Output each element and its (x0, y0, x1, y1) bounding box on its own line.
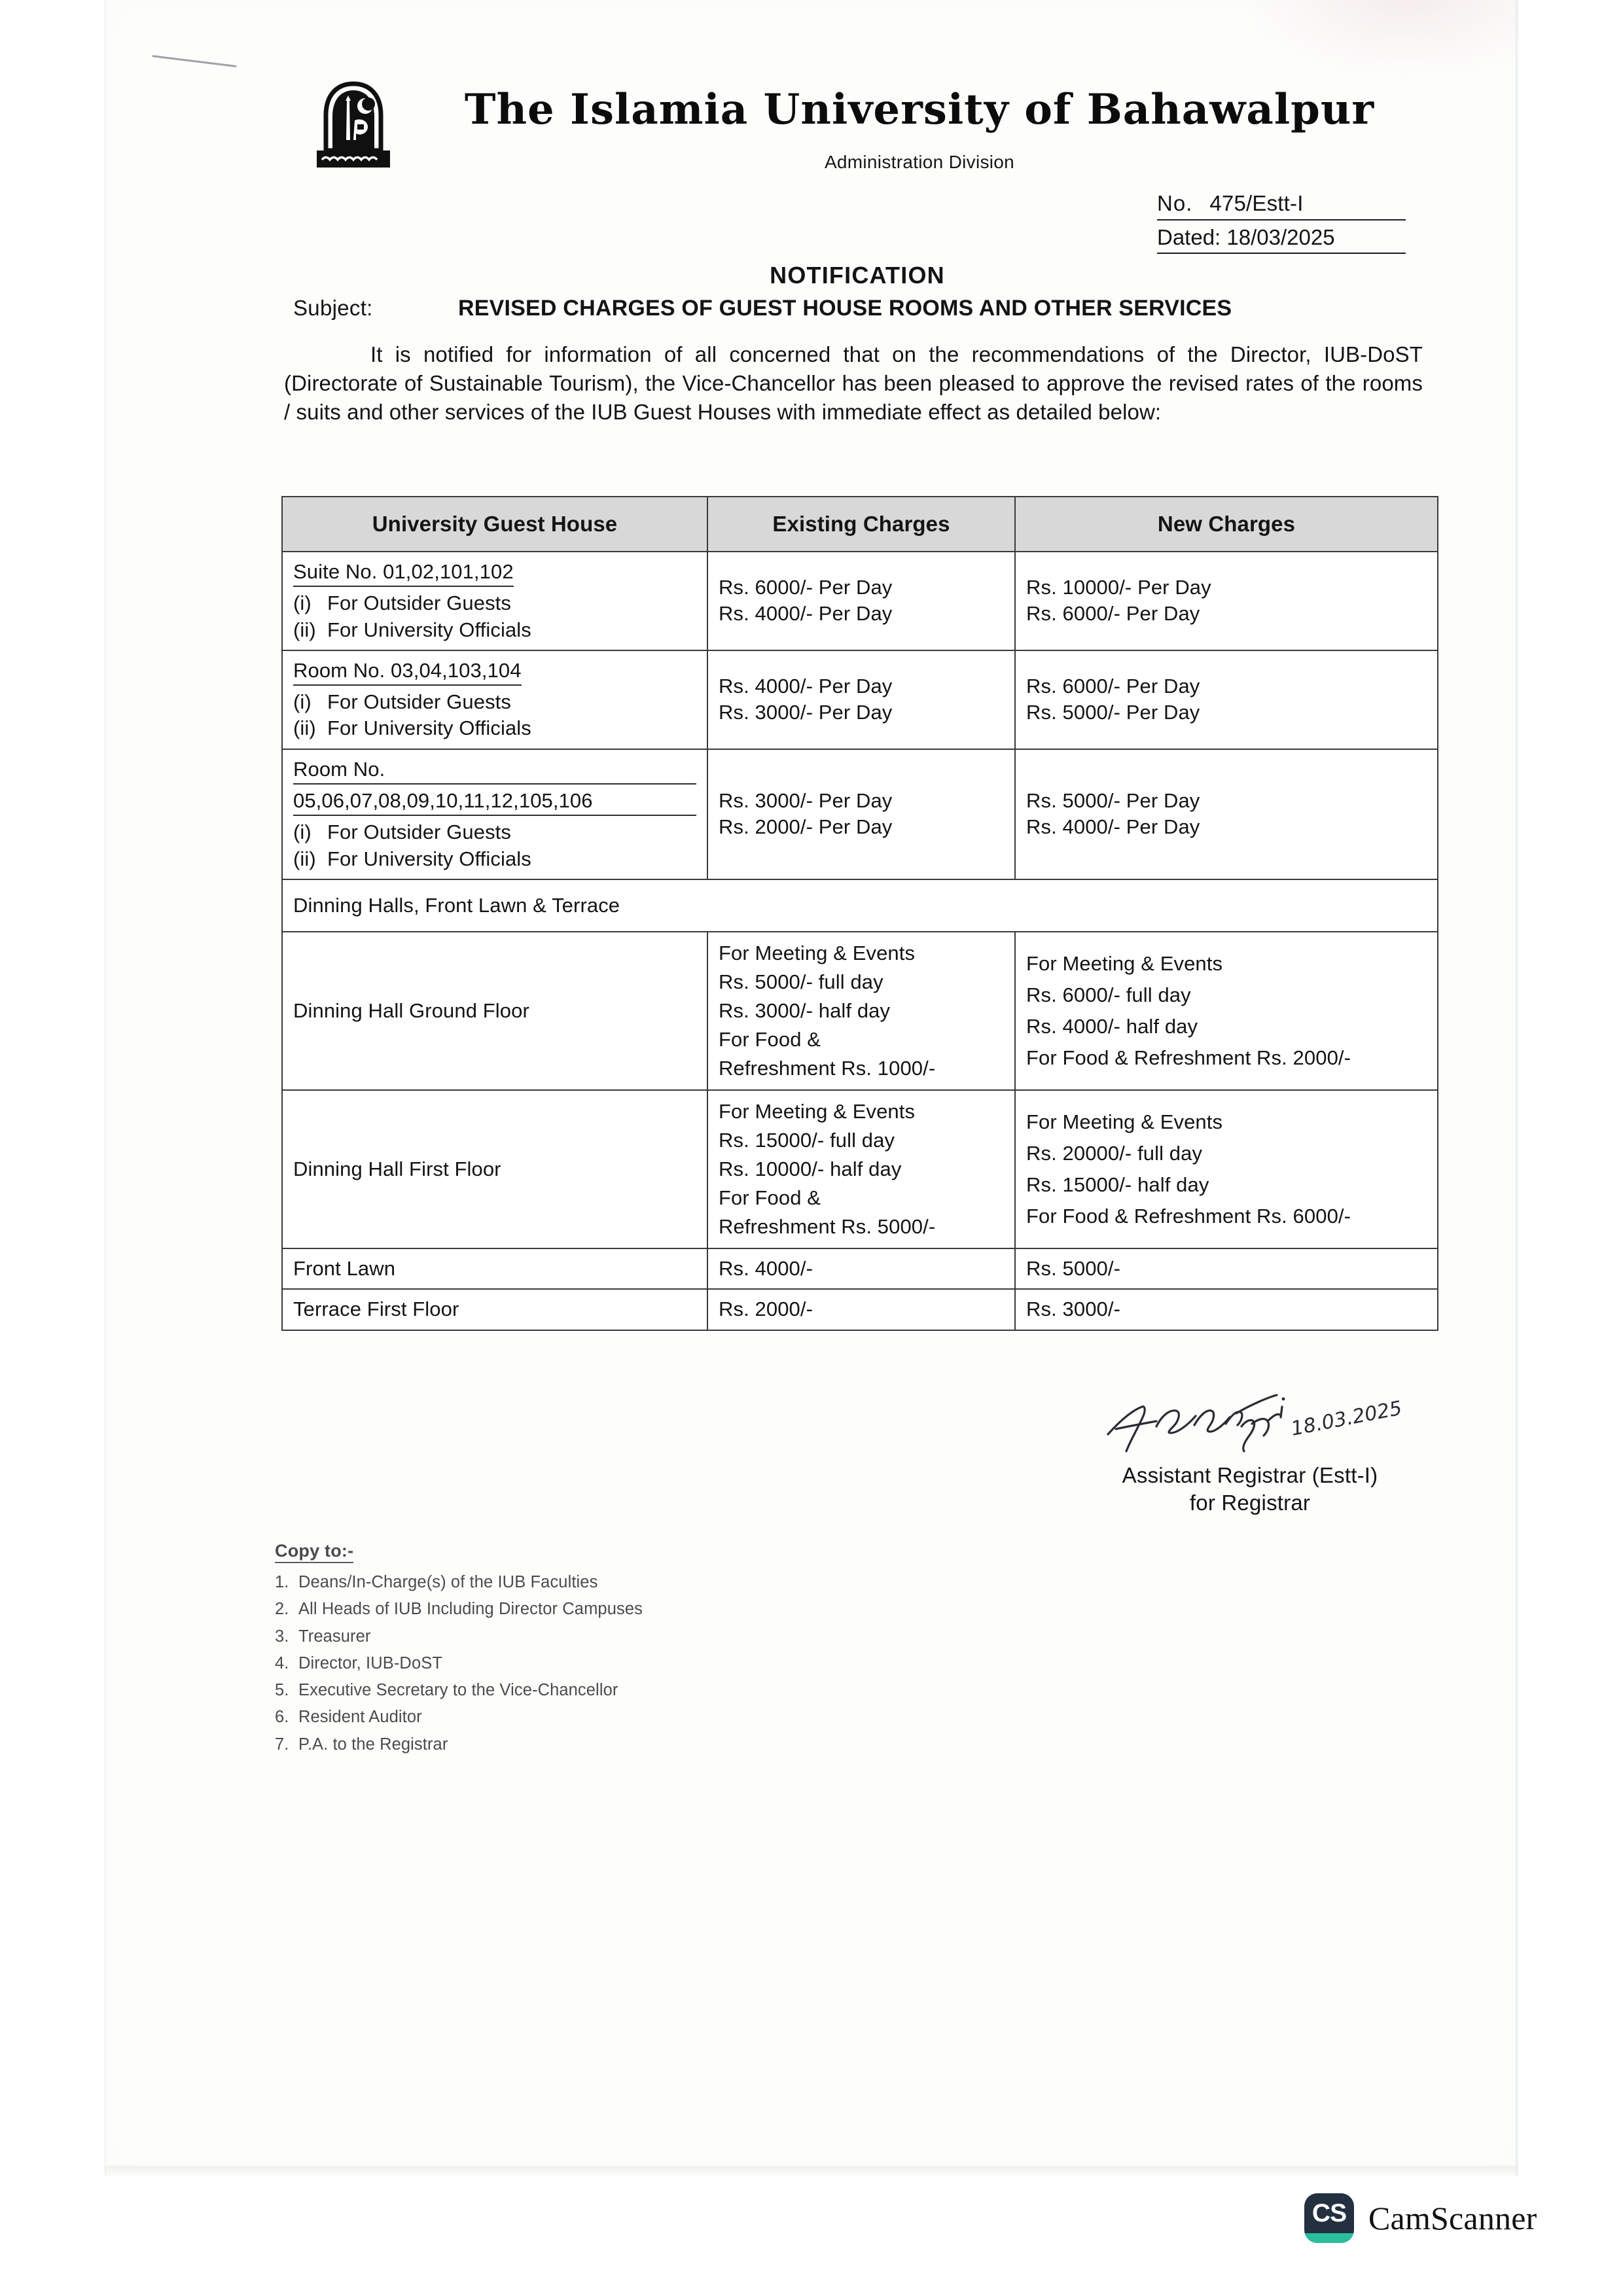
signatory-title-line2: for Registrar (1189, 1491, 1311, 1515)
column-header-new-charges: New Charges (1015, 497, 1438, 552)
room-group-cell (282, 749, 707, 879)
camscanner-logo-strip (1304, 2233, 1354, 2243)
room-subrow-label: (i) For Outsider Guests (293, 690, 511, 714)
existing-charges-cell: Rs. 6000/- Per Day Rs. 4000/- Per Day (707, 552, 1015, 650)
column-header-existing-charges: Existing Charges (707, 497, 1015, 552)
hall-name-cell: Dinning Hall First Floor (282, 1090, 707, 1248)
new-charges-cell: Rs. 3000/- (1015, 1289, 1438, 1330)
room-group-title: Suite No. 01,02,101,102 (293, 559, 514, 587)
table-row (282, 749, 1438, 879)
hall-name-cell: Dinning Hall Ground Floor (282, 932, 707, 1090)
list-item: 7. P.A. to the Registrar (275, 1735, 448, 1754)
signatory-title (1047, 1462, 1453, 1517)
handwritten-signature (1096, 1387, 1404, 1466)
new-charges-cell: For Meeting & Events Rs. 6000/- full day Rs. 4000/- half day For Food & Refreshment Rs. 2000/- (1015, 932, 1438, 1090)
existing-charges-cell: Rs. 2000/- (707, 1289, 1015, 1330)
room-group-title: Room No. (293, 756, 696, 785)
list-item: 5. Executive Secretary to the Vice-Chancellor (275, 1681, 618, 1700)
table-row (282, 1289, 1438, 1330)
existing-charges-cell: Rs. 3000/- Per Day Rs. 2000/- Per Day (707, 749, 1015, 879)
table-section-header-row (282, 879, 1438, 932)
copy-to-heading: Copy to:- (275, 1541, 353, 1563)
page-edge-bottom (105, 2166, 1518, 2176)
new-charges-cell: For Meeting & Events Rs. 20000/- full day Rs. 15000/- half day For Food & Refreshment Rs. 6000/- (1015, 1090, 1438, 1248)
room-subrow-label: (ii) For University Officials (293, 618, 531, 641)
room-group-cell (282, 650, 707, 749)
reference-number-line (1157, 191, 1406, 221)
section-header-label: Dinning Halls, Front Lawn & Terrace (282, 879, 1438, 932)
iub-emblem-icon (308, 77, 399, 179)
reference-block (1157, 191, 1406, 254)
table-row (282, 650, 1438, 749)
table-header-row (282, 497, 1438, 552)
column-header-guest-house: University Guest House (282, 497, 707, 552)
camscanner-watermark (1304, 2193, 1537, 2243)
existing-charges-cell: For Meeting & Events Rs. 15000/- full day Rs. 10000/- half day For Food & Refreshment Rs. 5000/- (707, 1090, 1015, 1248)
subject-label: Subject: (293, 296, 373, 320)
room-group-cell (282, 552, 707, 650)
copy-to-list (275, 1569, 864, 1758)
copy-to-block (275, 1541, 864, 1758)
notification-body: It is notified for information of all concerned that on the recommendations of the Director, IUB-DoST (Directorate of Sustainable Tourism), the Vice-Chancellor has been pleased to approve the revised rates of the rooms / suits and other services of the IUB Guest Houses with immediate effect as detailed below: (284, 342, 1423, 424)
room-subrow-label: (i) For Outsider Guests (293, 821, 511, 844)
new-charges-cell: Rs. 5000/- (1015, 1248, 1438, 1289)
signature-block (1047, 1387, 1453, 1517)
table-row (282, 932, 1438, 1090)
facility-name-cell: Front Lawn (282, 1248, 707, 1289)
list-item: 3. Treasurer (275, 1627, 371, 1646)
list-item: 1. Deans/In-Charge(s) of the IUB Faculties (275, 1573, 598, 1591)
existing-charges-cell: For Meeting & Events Rs. 5000/- full day Rs. 3000/- half day For Food & Refreshment Rs. 1000/- (707, 932, 1015, 1090)
division-subtitle: Administration Division (824, 152, 1015, 172)
list-item: 2. All Heads of IUB Including Director Campuses (275, 1600, 643, 1619)
table-row (282, 1090, 1438, 1248)
reference-date: Dated: 18/03/2025 (1157, 225, 1406, 254)
camscanner-logo-icon (1304, 2193, 1354, 2243)
room-subrow-label: (ii) For University Officials (293, 847, 531, 870)
camscanner-brand-text: CamScanner (1368, 2200, 1537, 2236)
facility-name-cell: Terrace First Floor (282, 1289, 707, 1330)
room-group-numbers: 05,06,07,08,09,10,11,12,105,106 (293, 788, 696, 816)
svg-text:18.03.2025: 18.03.2025 (1289, 1396, 1404, 1441)
notification-heading: NOTIFICATION (770, 262, 945, 289)
existing-charges-cell: Rs. 4000/- Per Day Rs. 3000/- Per Day (707, 650, 1015, 749)
table-row (282, 552, 1438, 650)
page-edge-right (1516, 0, 1519, 2176)
charges-table (281, 496, 1438, 1331)
list-item: 4. Director, IUB-DoST (275, 1653, 443, 1672)
room-subrow-label: (i) For Outsider Guests (293, 592, 511, 615)
table-row (282, 1248, 1438, 1289)
room-group-title: Room No. 03,04,103,104 (293, 658, 522, 686)
list-item: 6. Resident Auditor (275, 1708, 422, 1727)
room-subrow-label: (ii) For University Officials (293, 716, 531, 740)
subject-text: REVISED CHARGES OF GUEST HOUSE ROOMS AND OTHER SERVICES (458, 296, 1232, 321)
page-title: The Islamia University of Bahawalpur (464, 85, 1375, 134)
existing-charges-cell: Rs. 4000/- (707, 1248, 1015, 1289)
new-charges-cell: Rs. 6000/- Per Day Rs. 5000/- Per Day (1015, 650, 1438, 749)
camscanner-logo-text: CS (1311, 2199, 1347, 2227)
new-charges-cell: Rs. 5000/- Per Day Rs. 4000/- Per Day (1015, 749, 1438, 879)
reference-number-value: 475/Estt-I (1209, 191, 1304, 215)
reference-number-label: No. (1157, 191, 1193, 215)
page-edge-left (103, 0, 106, 2176)
signatory-title-line1: Assistant Registrar (Estt-I) (1122, 1463, 1378, 1487)
new-charges-cell: Rs. 10000/- Per Day Rs. 6000/- Per Day (1015, 552, 1438, 650)
